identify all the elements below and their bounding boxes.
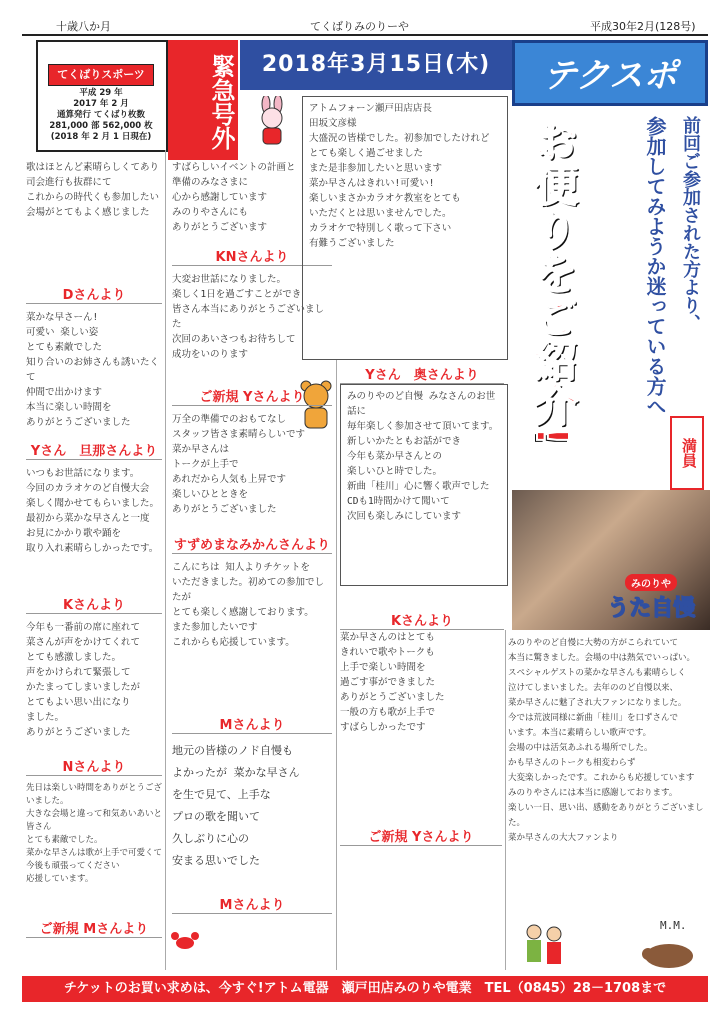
letter-signoff: ご新規 Mさんより <box>26 918 162 938</box>
urgent-edition-label: 緊急号外 <box>168 40 238 160</box>
people-illustration-icon <box>520 920 570 970</box>
letter-signoff: Kさんより <box>26 594 162 614</box>
letter-body: 地元の皆様のノド自慢も よかったが 菜かな早さん を生で見て、上手な プロの歌を聞いて 久しぶりに心の 安まる思いでした <box>172 744 300 867</box>
column-1 <box>26 160 162 938</box>
badge-big-label: うた自慢 <box>606 596 695 621</box>
uta-jiman-badge <box>596 572 706 628</box>
brand-label: てくばりスポーツ <box>48 64 154 86</box>
letter-body: みのりやのど自慢に大勢の方がこられていて 本当に驚きました。会場の中は熱気でいっぱい。 スペシャルゲストの菜かな早さんも素晴らしく 泣けてしまいました。去年ののど自慢以来、 菜か早さんに魅了され大ファンになりました。 今では荒波同様に新曲「桂川」を口ずさんで います。本当に素晴らしい歌声です。 会場の中は活気あふれる場所でした。 かも早さんのトークも相変わらず 大変楽しかったです。これからも応援しています みのりやさんには本当に感謝しております。 楽しい一日、思い出、感動をありがとうございました。 菜か早さんの大大ファンより <box>508 638 704 843</box>
tekuspo-logo: テクスポ <box>512 40 708 106</box>
letter-body: こんにちは 知人よりチケットを いただきました。初めての参加でしたが とても楽しく感謝しております。 また参加したいです これからも応援しています。 <box>172 562 325 648</box>
letter-signoff: Dさんより <box>26 284 162 304</box>
feature-sidebar <box>512 106 708 490</box>
badge-small-label: みのりや <box>625 574 677 591</box>
letter-signoff: KNさんより <box>172 246 332 266</box>
letter-signoff: Nさんより <box>26 756 162 776</box>
letter-body: すばらしいイベントの計画と 準備のみなさまに 心から感謝しています みのりやさんにも ありがとうございます <box>172 162 296 233</box>
letter-body: 菜かな早さーん! 可愛い 楽しい姿 とても素敵でした 知り合いのお姉さんも誘いたくて 仲間で出かけます 本当に楽しい時間を ありがとうございました <box>26 312 160 428</box>
header-rule <box>22 34 708 36</box>
letter-card <box>340 384 508 586</box>
feature-subline-1: 参加してみようか迷っている方へ <box>643 116 667 416</box>
crab-icon <box>170 930 200 952</box>
letter-body: みのりやのど自慢 みなさんのお世話に 毎年楽しく参加させて頂いてます。 新しいかたともお話ができ 今年も菜か早さんとの 楽しいひと時でした。 新曲「桂川」心に響く歌声でした CDも1時間かけて聞いて 次回も楽しみにしています <box>347 391 499 522</box>
letter-signoff: Yさん 旦那さんより <box>26 440 162 460</box>
letter-body: 先日は楽しい時間をありがとうございました。 大きな会場と違って和気あいあいと皆さん とても素敵でした。 菜かな早さんは歌が上手で可愛くて 今後も頑張ってください 応援しています。 <box>26 783 162 884</box>
column-divider <box>336 360 337 970</box>
rabbit-mascot-icon <box>250 96 294 146</box>
letter-signoff: Mさんより <box>172 714 332 734</box>
fan-letter <box>508 636 708 936</box>
letter-body: 歌はほとんど素晴らしくてあり司会進行も抜群にて これからの時代くも参加したい 会場がとてもよく感じました <box>26 162 160 218</box>
column-divider <box>505 630 506 970</box>
header-issue: 平成30年2月(128号) <box>590 20 696 33</box>
letter-card <box>340 630 502 810</box>
letter-signature: M.M. <box>660 919 687 932</box>
letter-body: 万全の準備でのおもてなし スタッフ皆さま素晴らしいです 菜か早さんは トークが上手で あれだから人気も上昇です 楽しいひとときを ありがとうございました <box>172 414 306 515</box>
letter-body: アトムフォーン瀬戸田店店長 田坂文彦様 大盛況の皆様でした。初参加でしたけれど とても楽しく過ごせました また是非参加したいと思います 菜か早さんはきれい!可愛い! 楽しいまさかカラオケ教室をとても いただくとは思いませんでした。 カラオケで特別しく歌って下さい 有難うございました <box>309 103 490 249</box>
header-title: てくばりみのりーや <box>310 20 409 33</box>
feature-headline: お便りをご紹介! <box>526 118 577 447</box>
letter-card <box>302 96 508 360</box>
issue-date: 2018年3月15日(木) <box>240 40 512 90</box>
ticket-info-bar: チケットのお買い求めは、今すぐ!アトム電器 瀬戸田店みのりや電業 TEL（0845）28－1708まで <box>22 976 708 1002</box>
letter-signoff: ご新規 Yさんより <box>172 386 332 406</box>
letter-body: いつもお世話になります。 今回のカラオケのど自慢大会 楽しく聞かせてもらいました。 最初から菜かな早さんと一度 お見にかかり歌や踊を 取り入れ素晴らしかったです。 <box>26 468 160 554</box>
letter-body: 大変お世話になりました。 楽しく1日を過ごすことができ 皆さん本当にありがとうございました 次回のあいさつもお待ちして 成功をいのります <box>172 274 325 360</box>
boar-icon <box>640 938 698 970</box>
letter-signoff: Mさんより <box>172 894 332 914</box>
feature-subline-2: 前回ご参加された方より、 <box>680 116 701 332</box>
full-house-stamp: 満員 <box>670 416 704 490</box>
letter-body: 菜か早さんのはとても きれいで歌やトークも 上手で楽しい時間を 過ごす事ができました ありがとうございました 一般の方も歌が上手で すばらしかったです <box>340 632 445 733</box>
letter-signoff: Yさん 奥さんより <box>340 364 504 384</box>
letter-signoff: すずめまなみかんさんより <box>172 534 332 554</box>
header-age: 十歳八か月 <box>56 20 111 33</box>
masthead-box <box>36 40 168 152</box>
column-divider <box>165 150 166 970</box>
circulation-block: 平成 29 年 2017 年 2 月 通算発行 てくばり枚数 281,000 部 562,000 枚 (2018 年 2 月 1 日現在) <box>49 88 153 142</box>
letter-signoff: Kさんより <box>340 610 504 630</box>
letter-body: 今年も一番前の席に座れて 菜さんが声をかけてくれて とても感激しました。 声をかけられて緊張して かたまってしまいましたが とてもよい思い出になり ました。 ありがとうございました <box>26 622 141 738</box>
letter-signoff: ご新規 Yさんより <box>340 826 502 846</box>
